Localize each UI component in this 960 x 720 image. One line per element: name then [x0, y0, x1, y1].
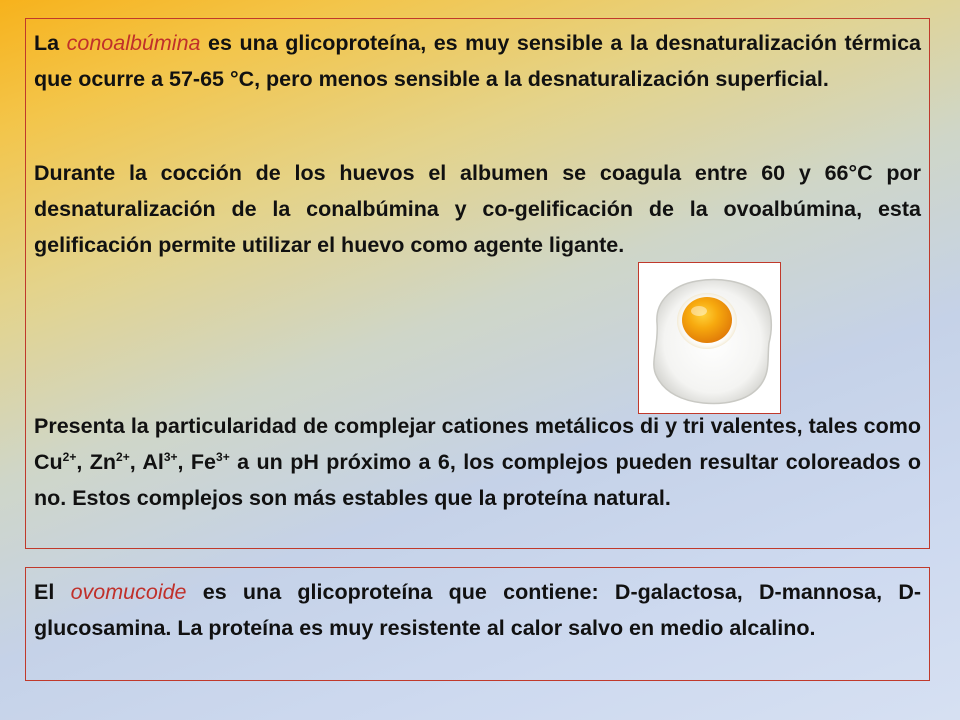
p3-sep-3: , Fe — [177, 450, 217, 474]
conoalbumina-term: conoalbúmina — [66, 31, 201, 55]
cooking-paragraph: Durante la cocción de los huevos el albumen se coagula entre 60 y 66°C por desnaturalización de la conalbúmina y co-gelificación de la ovoalbúmina, esta gelificación permite utilizar el huevo como agente ligante. — [34, 161, 921, 257]
p3-text-2: a un pH próximo a 6, los complejos pueden resultar coloreados o no. Estos complejos son más estables que la proteína natural. — [34, 450, 921, 510]
p3-sep-1: , Zn — [76, 450, 117, 474]
p1-prefix: La — [34, 31, 67, 55]
conalbumin-text-box — [25, 18, 930, 549]
ovomucoide-term: ovomucoide — [70, 580, 187, 604]
p3-sep-2: , Al — [129, 450, 164, 474]
fe-charge: 3+ — [216, 450, 230, 464]
cu-charge: 2+ — [62, 450, 77, 464]
al-charge: 3+ — [163, 450, 178, 464]
fried-egg-image — [638, 262, 781, 414]
p1-rest: es una glicoproteína, es muy sensible a la desnaturalización térmica que ocurre a 57-65 °C, pero menos sensible a la desnaturalización superficial. — [34, 31, 921, 91]
cations-paragraph — [34, 408, 921, 516]
p3-text-1: Presenta la particularidad de complejar cationes metálicos di y tri valentes, tales como Cu — [34, 414, 921, 474]
conalbumin-paragraph — [34, 25, 921, 97]
fried-egg-icon — [639, 263, 780, 413]
ovomucoid-text-box — [25, 567, 930, 681]
p4-rest: es una glicoproteína que contiene: D-galactosa, D-mannosa, D-glucosamina. La proteína es muy resistente al calor salvo en medio alcalino. — [34, 580, 921, 640]
zn-charge: 2+ — [116, 450, 130, 464]
ovomucoid-paragraph — [34, 574, 921, 646]
p4-prefix: El — [34, 580, 71, 604]
